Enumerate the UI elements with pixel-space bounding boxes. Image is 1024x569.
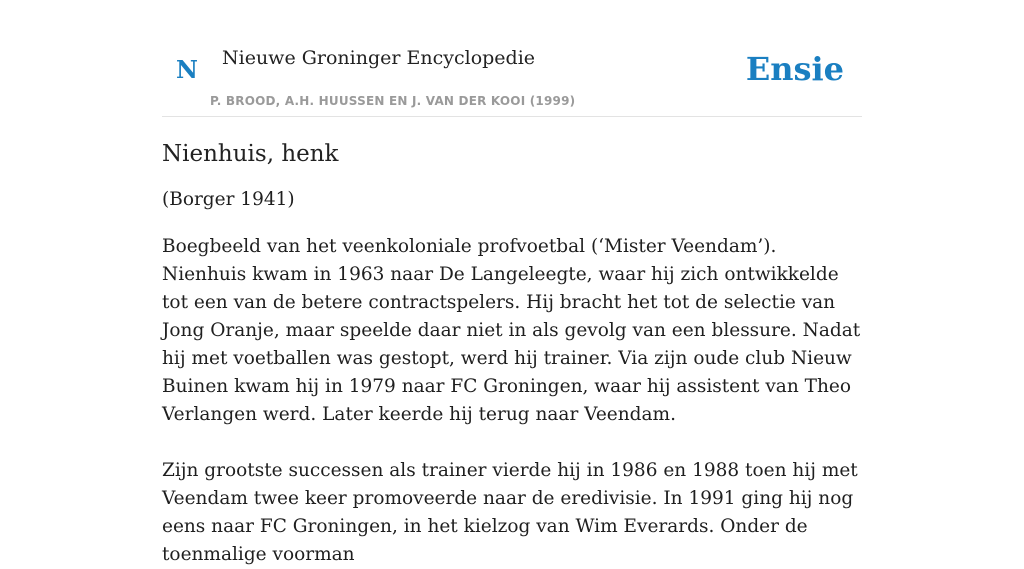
article-paragraph: Boegbeeld van het veenkoloniale profvoetbal (‘Mister Veendam’). Nienhuis kwam in 1963 naar De Langeleegte, waar hij zich ontwikkelde tot een van de betere contractspelers. Hij bracht het tot de selectie van Jong Oranje, maar speelde daar niet in als gevolg van een blessure. Nadat hij met voetballen was gestopt, werd hij trainer. Via zijn oude club Nieuw Buinen kwam hij in 1979 naar FC Groningen, waar hij assistent van Theo Verlangen werd. Later keerde hij terug naar Veendam. — [162, 236, 861, 425]
article-title: Nienhuis, henk — [162, 141, 339, 167]
ensie-logo-link[interactable]: Ensie — [745, 50, 844, 88]
source-logo-letter[interactable]: N — [176, 55, 198, 84]
article-paragraph: Zijn grootste successen als trainer vierde hij in 1986 en 1988 toen hij met Veendam twee keer promoveerde naar de eredivisie. In 1991 ging hij nog eens naar FC Groningen, in het kielzog van Wim Everards. Onder de toenmalige voorman — [162, 460, 858, 565]
source-title-link[interactable]: Nieuwe Groninger Encyclopedie — [222, 47, 536, 69]
source-header — [162, 0, 862, 117]
article-subtitle: (Borger 1941) — [162, 189, 295, 210]
article-body — [162, 136, 862, 569]
source-authors: P. BROOD, A.H. HUUSSEN EN J. VAN DER KOOI (1999) — [210, 94, 576, 108]
